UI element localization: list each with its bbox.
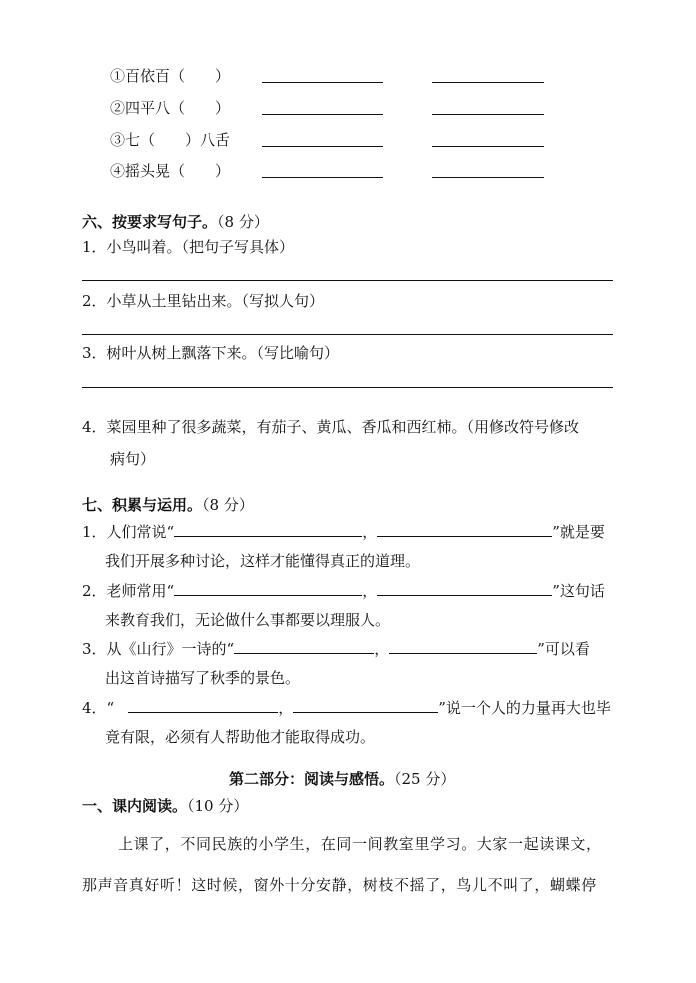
- fill-blank[interactable]: [174, 522, 362, 537]
- answer-line[interactable]: [82, 387, 613, 388]
- q3-prefix: 3．从《山行》一诗的“: [82, 640, 235, 658]
- section7-heading: [82, 494, 254, 515]
- answer-line[interactable]: [262, 114, 383, 115]
- section6-score: （8 分）: [217, 213, 269, 231]
- section7-q1: [82, 521, 605, 542]
- q1-suffix: ”就是要: [552, 523, 605, 541]
- idiom-row-1: ①百依百（ ）: [110, 67, 231, 85]
- q4-prefix: 4．“: [82, 699, 115, 717]
- part2-title: 第二部分：阅读与感悟。: [229, 770, 395, 788]
- section6-title: 六、按要求写句子。: [82, 213, 218, 231]
- fill-blank[interactable]: [293, 698, 438, 713]
- section7-q2: [82, 580, 605, 601]
- section6-item-4: 4．菜园里种了很多蔬菜，有茄子、黄瓜、香瓜和西红柿。（用修改符号修改: [82, 418, 580, 436]
- section7-score: （8 分）: [202, 496, 254, 514]
- section6-item-3: 3．树叶从树上飘落下来。（写比喻句）: [82, 344, 340, 362]
- part2-score: （25 分）: [394, 770, 456, 788]
- fill-blank[interactable]: [389, 639, 537, 654]
- fill-blank[interactable]: [174, 581, 362, 596]
- section6-item-1: 1．小鸟叫着。（把句子写具体）: [82, 238, 295, 256]
- q1-comma: ，: [362, 523, 378, 541]
- answer-line[interactable]: [262, 146, 383, 147]
- answer-line[interactable]: [432, 146, 544, 147]
- section6-heading: [82, 211, 269, 232]
- section7-title: 七、积累与运用。: [82, 496, 203, 514]
- idiom-row-3: ③七（ ）八舌: [110, 131, 231, 149]
- answer-line[interactable]: [262, 82, 383, 83]
- section7-q3: [82, 638, 590, 659]
- idiom-row-2: ②四平八（ ）: [110, 99, 231, 117]
- reading-heading: [82, 795, 248, 816]
- fill-blank[interactable]: [128, 698, 278, 713]
- fill-blank[interactable]: [234, 639, 374, 654]
- answer-line[interactable]: [82, 280, 613, 281]
- q1-prefix: 1．人们常说“: [82, 523, 175, 541]
- part2-heading: [229, 768, 455, 789]
- answer-line[interactable]: [432, 82, 544, 83]
- q4-suffix: ”说一个人的力量再大也毕: [438, 699, 611, 717]
- fill-blank[interactable]: [377, 522, 552, 537]
- reading-title: 一、课内阅读。: [82, 797, 188, 815]
- answer-line[interactable]: [262, 177, 383, 178]
- reading-paragraph-line-2: 那声音真好听！这时候，窗外十分安静，树枝不摇了，鸟儿不叫了，蝴蝶停: [82, 876, 597, 894]
- section6-item-4-cont: 病句）: [110, 450, 156, 468]
- section7-q2-line2: 来教育我们，无论做什么事都要以理服人。: [105, 611, 391, 629]
- section7-q4: [82, 697, 611, 718]
- section7-q3-line2: 出这首诗描写了秋季的景色。: [105, 669, 301, 687]
- section7-q1-line2: 我们开展多种讨论，这样才能懂得真正的道理。: [105, 552, 421, 570]
- idiom-row-4: ④摇头晃（ ）: [110, 162, 231, 180]
- q2-comma: ，: [362, 582, 378, 600]
- q3-suffix: ”可以看: [537, 640, 590, 658]
- q2-suffix: ”这句话: [552, 582, 605, 600]
- reading-score: （10 分）: [187, 797, 249, 815]
- q2-prefix: 2．老师常用“: [82, 582, 175, 600]
- answer-line[interactable]: [432, 114, 544, 115]
- answer-line[interactable]: [82, 334, 613, 335]
- section6-item-2: 2．小草从土里钻出来。（写拟人句）: [82, 292, 325, 310]
- fill-blank[interactable]: [377, 581, 552, 596]
- section7-q4-line2: 竟有限，必须有人帮助他才能取得成功。: [105, 728, 376, 746]
- answer-line[interactable]: [432, 177, 544, 178]
- reading-paragraph-line-1: 上课了，不同民族的小学生，在同一间教室里学习。大家一起读课文，: [118, 835, 602, 853]
- q4-comma: ，: [278, 699, 294, 717]
- q3-comma: ，: [374, 640, 390, 658]
